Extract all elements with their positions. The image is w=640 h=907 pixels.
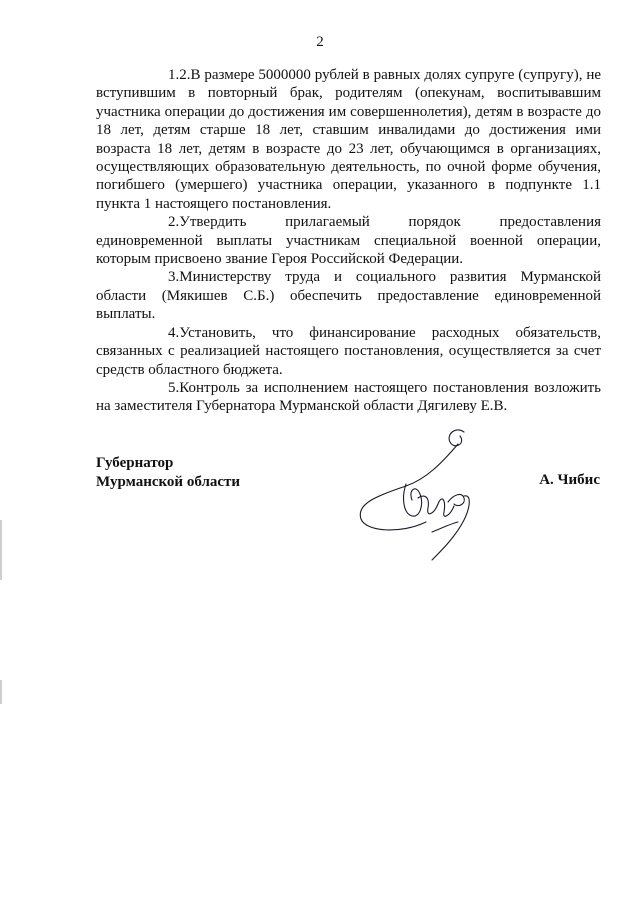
paragraph-3 [96,268,601,323]
paragraph-number: 3. [168,269,180,286]
paragraph-text: В размере 5000000 рублей в равных долях супруге (супругу), не вступившим в повторный брак, родителям (опекунам, воспитывавшим участника операции до достижения им совершеннолетия), детям в возрасте до 18 лет, детям старше 18 лет, ставшим инвалидами до достижения ими возраста 18 лет, детям в возрасте до 23 лет, обучающимся в организациях, осуществляющих образовательную деятельность, по очной форме обучения, погибшего (умершего) участника операции, указанного в подпункте 1.1 пункта 1 настоящего постановления. [96,67,601,212]
paragraph-2 [96,213,601,268]
signer-title-line-2: Мурманской области [96,474,241,490]
handwritten-signature [346,424,496,574]
paragraph-text: Министерству труда и социального развития Мурманской области (Мякишев С.Б.) обеспечить предоставление единовременной выплаты. [96,269,601,323]
paragraph-5 [96,379,601,416]
paragraph-text: Установить, что финансирование расходных обязательств, связанных с реализацией настоящего постановления, осуществляется за счет средств областного бюджета. [96,324,601,378]
paragraph-4 [96,324,601,379]
paragraph-text: Контроль за исполнением настоящего постановления возложить на заместителя Губернатора Мурманской области Дягилеву Е.В. [96,379,601,415]
paragraph-text: Утвердить прилагаемый порядок предоставления единовременной выплаты участникам специальной военной операции, которым присвоено звание Героя Российской Федерации. [96,214,601,268]
paragraph-number: 5. [168,379,180,396]
signer-name: А. Чибис [539,472,600,488]
page-number: 2 [316,34,324,50]
signer-title-line-1: Губернатор [96,455,174,471]
paragraph-1-2 [96,66,601,213]
paragraph-number: 1.2. [168,67,191,83]
signature-block [96,454,606,594]
paragraph-number: 2. [168,214,180,231]
document-body [96,66,601,416]
paragraph-number: 4. [168,324,180,341]
